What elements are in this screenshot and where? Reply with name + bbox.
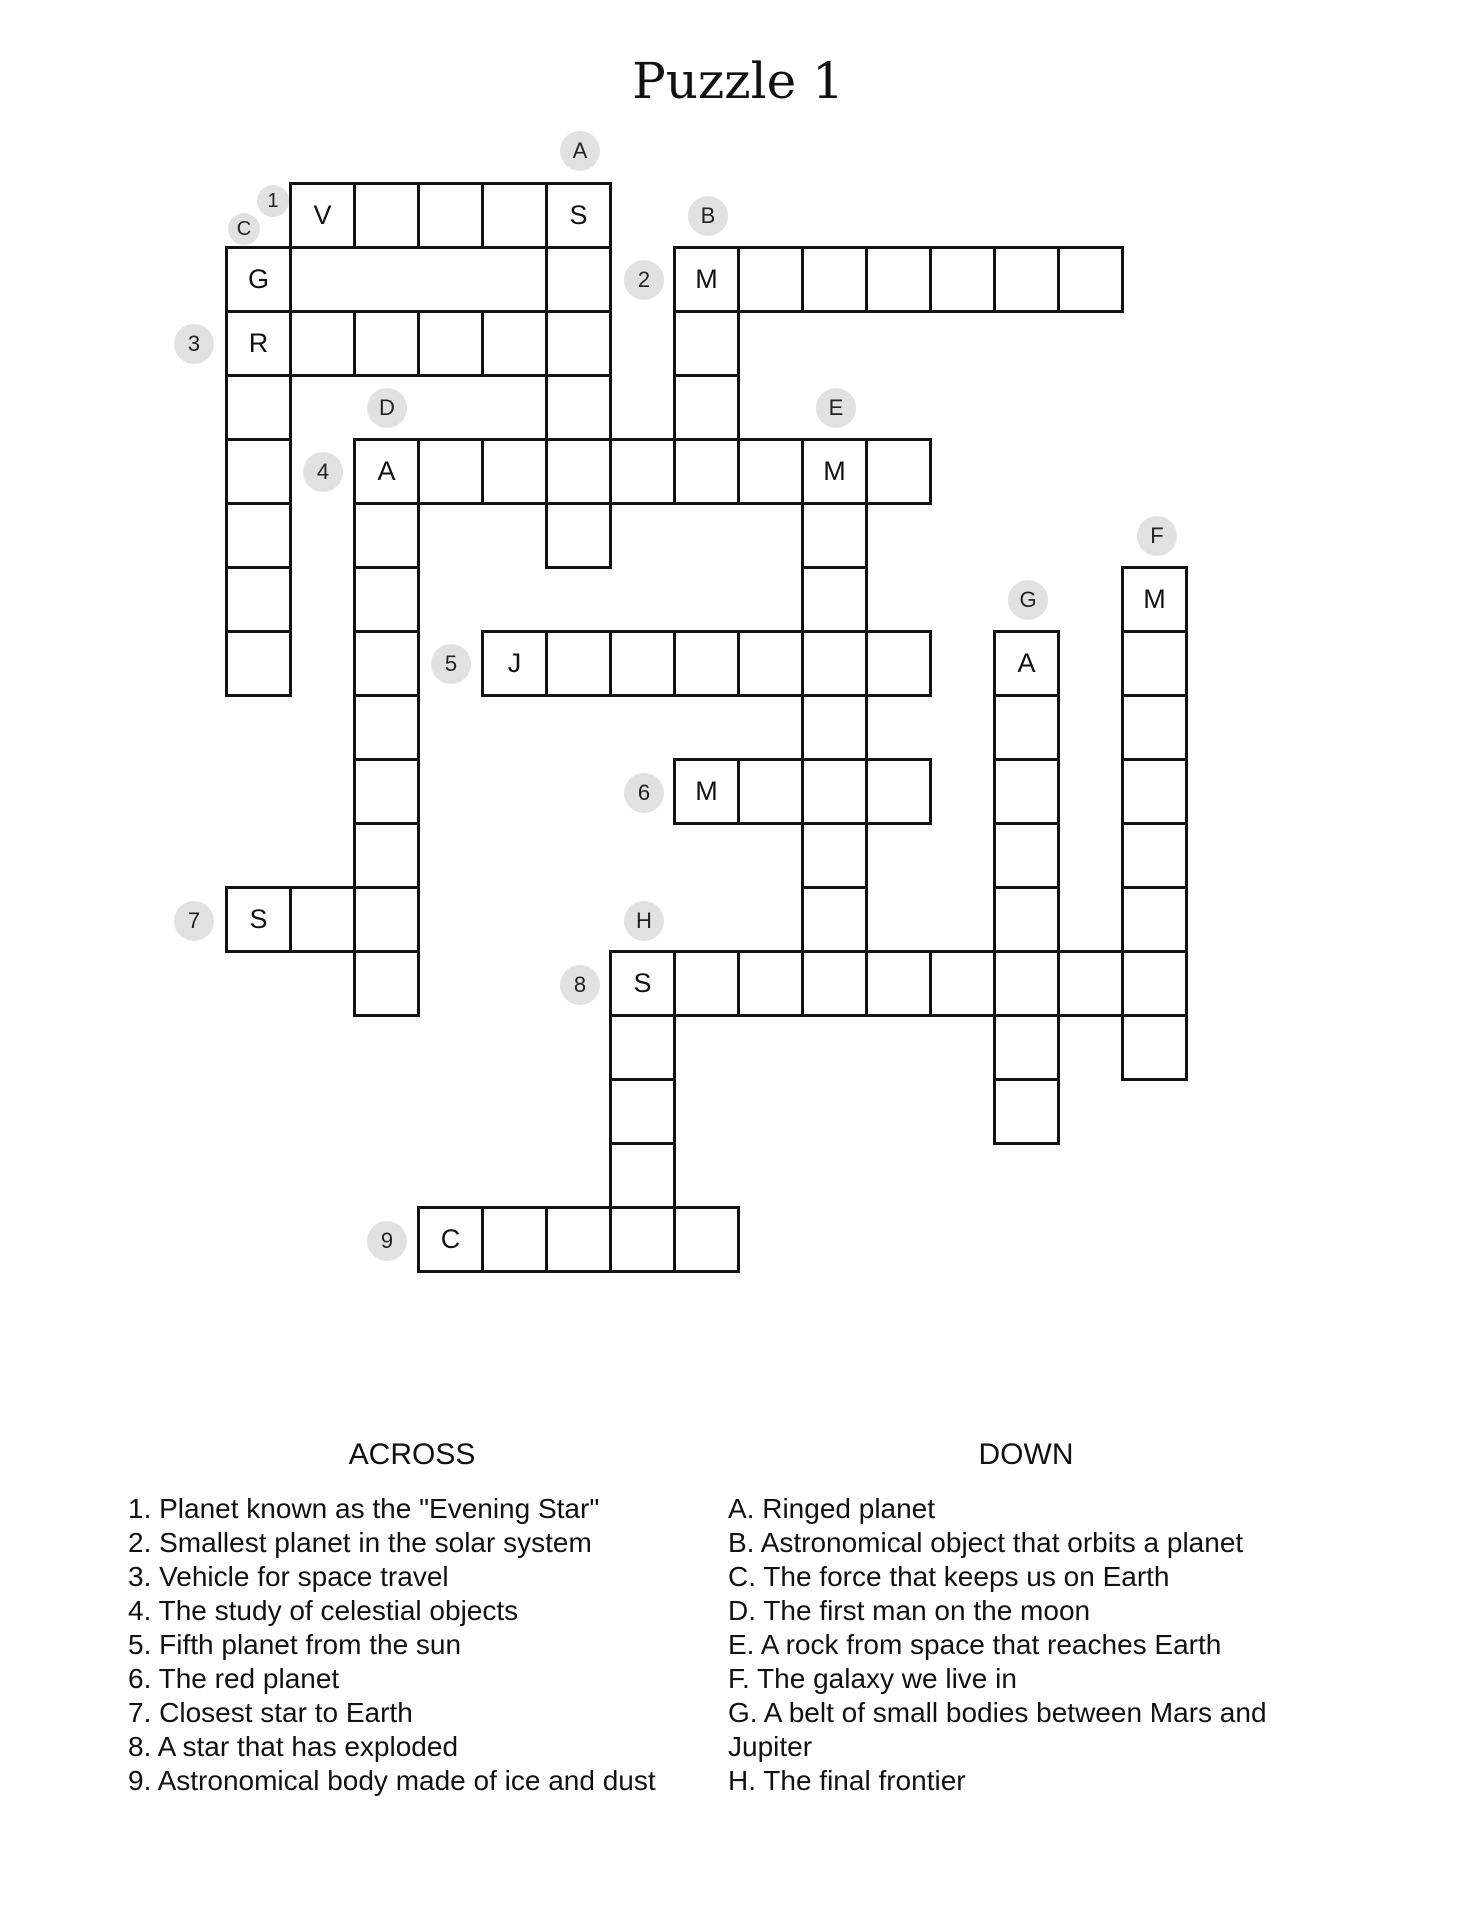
grid-cell[interactable] [993,1078,1060,1145]
grid-cell[interactable] [801,630,868,697]
across-clue: 4. The study of celestial objects [128,1595,519,1626]
grid-cell[interactable] [1121,886,1188,953]
grid-cell[interactable] [545,502,612,569]
grid-cell[interactable] [609,1142,676,1209]
grid-cell[interactable] [993,246,1060,313]
grid-cell-given-letter[interactable]: M [673,758,740,825]
grid-cell[interactable] [673,950,740,1017]
clue-number-badge: C [228,213,260,245]
grid-cell[interactable] [801,758,868,825]
down-clue: D. The first man on the moon [728,1595,1091,1626]
grid-cell[interactable] [673,374,740,441]
grid-cell[interactable] [673,1206,740,1273]
across-clue: 9. Astronomical body made of ice and dust [128,1765,656,1796]
grid-cell-given-letter[interactable]: M [673,246,740,313]
grid-cell[interactable] [673,630,740,697]
clue-number-badge: 8 [560,965,600,1005]
grid-cell[interactable] [993,822,1060,889]
clue-number-badge: H [624,901,664,941]
grid-cell[interactable] [801,246,868,313]
grid-cell[interactable] [865,246,932,313]
grid-cell[interactable] [993,694,1060,761]
clue-number-badge: E [816,388,856,428]
grid-cell[interactable] [929,246,996,313]
grid-cell[interactable] [1121,758,1188,825]
grid-cell[interactable] [353,182,420,249]
grid-cell-given-letter[interactable]: M [1121,566,1188,633]
grid-cell[interactable] [737,630,804,697]
down-clue-list [728,1492,1318,1798]
grid-cell[interactable] [737,950,804,1017]
grid-cell[interactable] [1057,950,1124,1017]
grid-cell[interactable] [609,1014,676,1081]
grid-cell-given-letter[interactable]: S [609,950,676,1017]
down-clue: E. A rock from space that reaches Earth [728,1629,1222,1660]
clue-number-badge: 7 [174,901,214,941]
grid-cell[interactable] [353,758,420,825]
down-clue: B. Astronomical object that orbits a planet [728,1527,1244,1558]
clue-number-badge: B [688,196,728,236]
clue-number-badge: 5 [431,644,471,684]
grid-cell[interactable] [417,438,484,505]
grid-cell[interactable] [545,630,612,697]
grid-cell-given-letter[interactable]: S [545,182,612,249]
grid-cell[interactable] [993,1014,1060,1081]
across-clue: 8. A star that has exploded [128,1731,459,1762]
across-clue: 5. Fifth planet from the sun [128,1629,462,1660]
down-clue: A. Ringed planet [728,1493,936,1524]
grid-cell[interactable] [993,758,1060,825]
clue-number-badge: A [560,131,600,171]
across-clue: 7. Closest star to Earth [128,1697,413,1728]
clue-number-badge: G [1008,580,1048,620]
across-clue: 2. Smallest planet in the solar system [128,1527,592,1558]
grid-cell[interactable] [481,182,548,249]
grid-cell[interactable] [801,566,868,633]
down-clue: G. A belt of small bodies between Mars and Jupiter [728,1697,1267,1762]
grid-cell[interactable] [993,950,1060,1017]
grid-cell-given-letter[interactable]: R [225,310,292,377]
grid-cell[interactable] [737,758,804,825]
grid-cell[interactable] [417,310,484,377]
grid-cell[interactable] [353,310,420,377]
grid-cell[interactable] [289,886,356,953]
clue-number-badge: 3 [174,324,214,364]
grid-cell[interactable] [225,438,292,505]
down-clue: H. The final frontier [728,1765,966,1796]
grid-cell-given-letter[interactable]: J [481,630,548,697]
grid-cell[interactable] [801,822,868,889]
across-clue: 6. The red planet [128,1663,340,1694]
grid-cell[interactable] [609,630,676,697]
grid-cell[interactable] [801,886,868,953]
clue-number-badge: 4 [303,452,343,492]
grid-cell[interactable] [353,886,420,953]
grid-cell[interactable] [865,950,932,1017]
grid-cell[interactable] [801,950,868,1017]
grid-cell-given-letter[interactable]: C [417,1206,484,1273]
grid-cell[interactable] [545,1206,612,1273]
grid-cell[interactable] [1121,694,1188,761]
grid-cell[interactable] [1121,822,1188,889]
clue-number-badge: 6 [624,773,664,813]
down-clue: F. The galaxy we live in [728,1663,1017,1694]
grid-cell[interactable] [865,630,932,697]
across-clue-list [128,1492,656,1798]
grid-cell[interactable] [673,310,740,377]
grid-cell-given-letter[interactable]: A [993,630,1060,697]
down-clue: C. The force that keeps us on Earth [728,1561,1170,1592]
grid-cell[interactable] [737,438,804,505]
grid-cell[interactable] [545,246,612,313]
grid-cell[interactable] [609,1078,676,1145]
clue-number-badge: 1 [257,185,289,217]
grid-cell[interactable] [609,438,676,505]
grid-cell[interactable] [1121,950,1188,1017]
grid-cell[interactable] [609,1206,676,1273]
grid-cell[interactable] [481,438,548,505]
grid-cell[interactable] [737,246,804,313]
grid-cell-given-letter[interactable]: M [801,438,868,505]
grid-cell[interactable] [673,438,740,505]
grid-cell[interactable] [225,374,292,441]
page-title: Puzzle 1 [632,52,844,110]
across-clue: 1. Planet known as the "Evening Star" [128,1493,600,1524]
grid-cell[interactable] [225,630,292,697]
grid-cell[interactable] [353,630,420,697]
grid-cell-given-letter[interactable]: G [225,246,292,313]
grid-cell[interactable] [545,310,612,377]
grid-cell[interactable] [545,438,612,505]
clue-number-badge: 9 [367,1221,407,1261]
grid-cell[interactable] [353,950,420,1017]
across-heading: ACROSS [348,1438,476,1471]
grid-cell[interactable] [353,566,420,633]
grid-cell[interactable] [225,502,292,569]
grid-cell[interactable] [1121,630,1188,697]
grid-cell[interactable] [353,694,420,761]
grid-cell[interactable] [481,310,548,377]
clue-number-badge: D [367,388,407,428]
clue-number-badge: F [1137,516,1177,556]
grid-cell[interactable] [225,566,292,633]
grid-cell[interactable] [545,374,612,441]
grid-cell[interactable] [417,182,484,249]
down-heading: DOWN [978,1438,1074,1471]
grid-cell[interactable] [801,502,868,569]
grid-cell[interactable] [289,310,356,377]
grid-cell[interactable] [929,950,996,1017]
grid-cell[interactable] [801,694,868,761]
grid-cell[interactable] [1057,246,1124,313]
grid-cell-given-letter[interactable]: S [225,886,292,953]
grid-cell[interactable] [481,1206,548,1273]
grid-cell[interactable] [993,886,1060,953]
grid-cell[interactable] [353,502,420,569]
grid-cell[interactable] [1121,1014,1188,1081]
grid-cell-given-letter[interactable]: V [289,182,356,249]
grid-cell-given-letter[interactable]: A [353,438,420,505]
clue-number-badge: 2 [624,260,664,300]
grid-cell[interactable] [865,758,932,825]
across-clue: 3. Vehicle for space travel [128,1561,449,1592]
grid-cell[interactable] [353,822,420,889]
grid-cell[interactable] [865,438,932,505]
